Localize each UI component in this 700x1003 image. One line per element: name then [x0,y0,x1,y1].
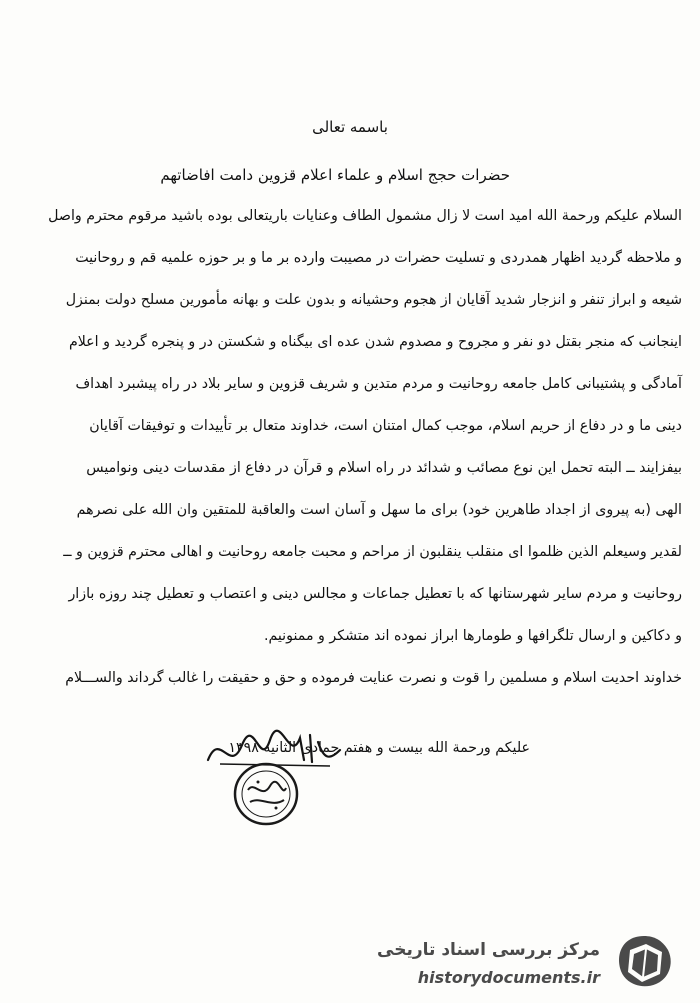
letter-line: لقدیر وسیعلم الذین ظلموا ای منقلب ینقلبون از مراحم و محبت جامعه روحانیت و اهالی محترم قزوین و ــ [63,544,682,560]
letter-line: شیعه و ابراز تنفر و انزجار شدید آقایان از هجوم وحشیانه و بدون علت و بهانه مأمورین مسلح دولت بمنزل [65,292,682,308]
letter-line: خداوند احدیت اسلام و مسلمین را قوت و نصرت عنایت فرموده و حق و حقیقت را غالب گرداند والســـلام [65,670,682,686]
letter-line: الهی (به پیروی از اجداد طاهرین خود) برای ما سهل و آسان است والعاقبة للمتقین وان الله علی نصرهم [76,502,682,518]
letter-line: السلام علیکم ورحمة الله امید است لا زال مشمول الطاف وعنایات باریتعالی بوده باشید مرقوم محترم واصل [48,208,682,224]
watermark [377,930,682,994]
letter-line: و ملاحظه گردید اظهار همدردی و تسلیت حضرات در مصیبت وارده بر ما و بر حوزه علمیه قم و روحانیت [75,250,682,266]
letter-line: دینی ما و در دفاع از حریم اسلام، موجب کمال امتنان است، خداوند متعال بر تأییدات و توفیقات آقایان [89,418,682,434]
letter-line: روحانیت و مردم سایر شهرستانها که با تعطیل جماعات و مجالس دینی و اعتصاب و تعطیل چند روزه بازار [68,586,682,602]
letter-line: و دکاکین و ارسال تلگرافها و طومارها ابراز نموده اند متشکر و ممنونیم. [263,628,682,644]
letter-line: بیفزایند ــ البته تحمل این نوع مصائب و شدائد در راه اسلام و قرآن در دفاع از مقدسات دینی ونوامیس [86,460,682,476]
archive-logo-icon [612,932,676,992]
letter-line: آمادگی و پشتیبانی کامل جامعه روحانیت و مردم متدین و شریف قزوین و سایر بلاد در راه پیشبرد اهداف [75,376,682,392]
invocation-heading: باسمه تعالی [312,118,388,136]
watermark-title: مرکز بررسی اسناد تاریخی [377,940,600,960]
salutation-line: حضرات حجج اسلام و علماء اعلام قزوین دامت افاضاتهم [160,166,510,184]
watermark-url: historydocuments.ir [417,968,600,987]
closing-line: علیکم ورحمة الله بیست و هفتم جمادی الثانیه ۱۳۹۸ [228,740,530,756]
letter-line: اینجانب که منجر بقتل دو نفر و مجروح و مصدوم شدن عده ای بیگناه و شکستن در و پنجره گردید و اعلام [68,334,682,350]
seal-stamp-icon [232,760,300,828]
